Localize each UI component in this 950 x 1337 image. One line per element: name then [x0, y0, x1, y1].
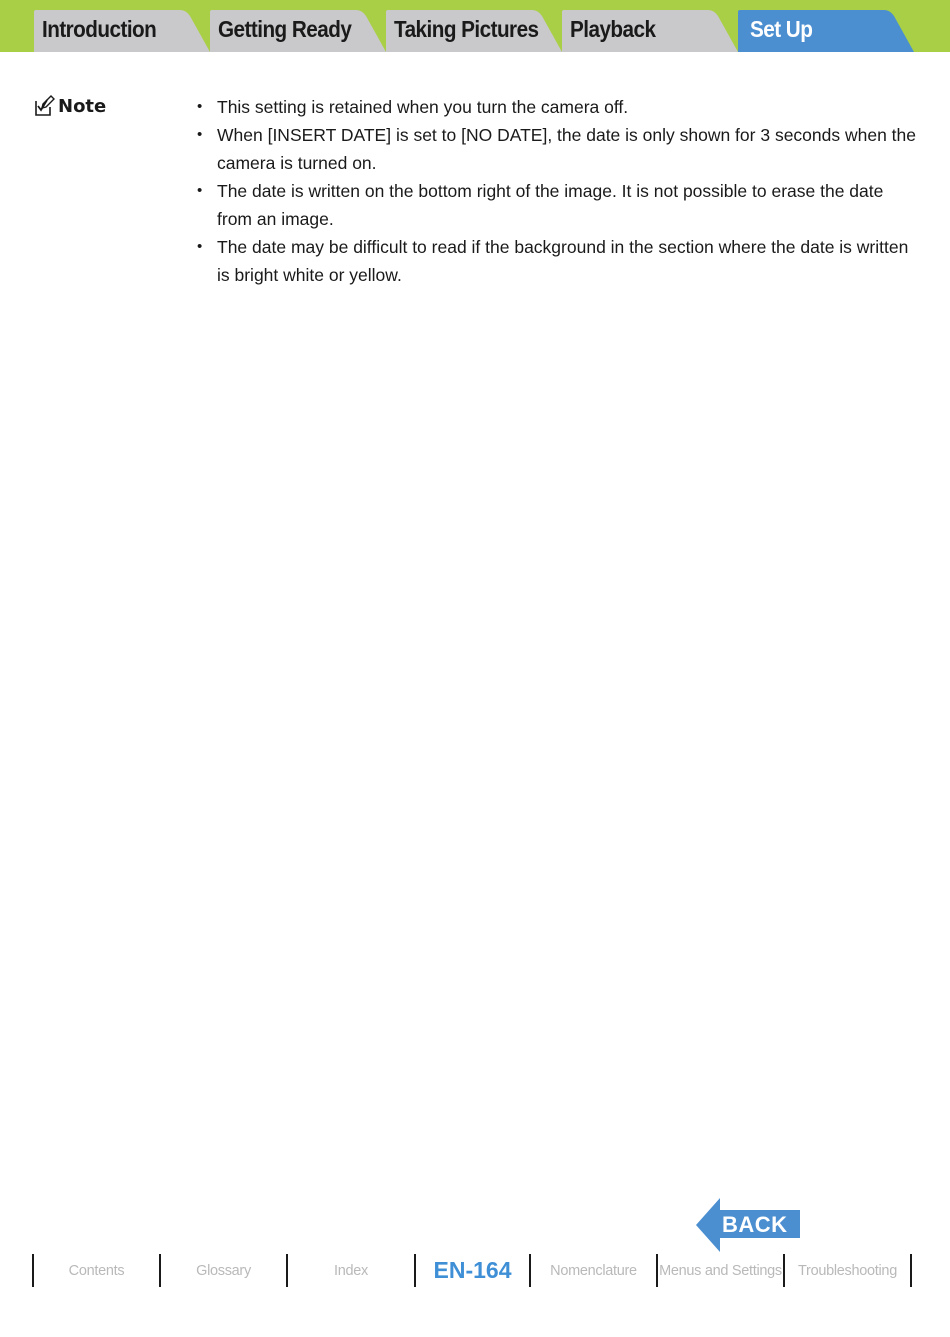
- note-title: Note: [58, 95, 107, 117]
- footer-link-glossary[interactable]: Glossary: [196, 1262, 251, 1279]
- footer-link-contents[interactable]: Contents: [68, 1262, 125, 1279]
- back-button[interactable]: [696, 1198, 800, 1252]
- back-button-label: BACK: [722, 1212, 788, 1237]
- footer-link-nomenclature[interactable]: Nomenclature: [550, 1262, 637, 1279]
- tab-label: Playback: [570, 16, 656, 42]
- page-number: EN-164: [433, 1257, 512, 1283]
- tab-set-up[interactable]: [738, 10, 914, 52]
- tab-getting-ready[interactable]: [210, 10, 386, 52]
- note-item: • This setting is retained when you turn the camera off.: [197, 93, 917, 121]
- tab-label: Taking Pictures: [394, 16, 539, 42]
- tab-label: Introduction: [42, 16, 157, 42]
- footer-link-index[interactable]: Index: [334, 1262, 368, 1279]
- note-item: • The date may be difficult to read if the background in the section where the date is written is bright white or yellow.: [197, 233, 917, 289]
- tab-playback[interactable]: [562, 10, 738, 52]
- top-tab-bar: [0, 0, 950, 52]
- footer-link-troubleshooting[interactable]: Troubleshooting: [798, 1262, 897, 1279]
- note-heading: [33, 95, 106, 117]
- tab-label: Getting Ready: [218, 16, 352, 42]
- note-item: • The date is written on the bottom right of the image. It is not possible to erase the date from an image.: [197, 177, 917, 233]
- tab-taking-pictures[interactable]: [386, 10, 562, 52]
- footer-link-menus-settings[interactable]: Menus and Settings: [659, 1262, 782, 1279]
- note-check-icon: [33, 95, 55, 117]
- footer-nav: [0, 1254, 950, 1288]
- note-list: [197, 93, 917, 289]
- tab-label: Set Up: [750, 16, 813, 42]
- footer-divider: [910, 1254, 912, 1287]
- note-item: • When [INSERT DATE] is set to [NO DATE], the date is only shown for 3 seconds when the camera is turned on.: [197, 121, 917, 177]
- tab-introduction[interactable]: [34, 10, 210, 52]
